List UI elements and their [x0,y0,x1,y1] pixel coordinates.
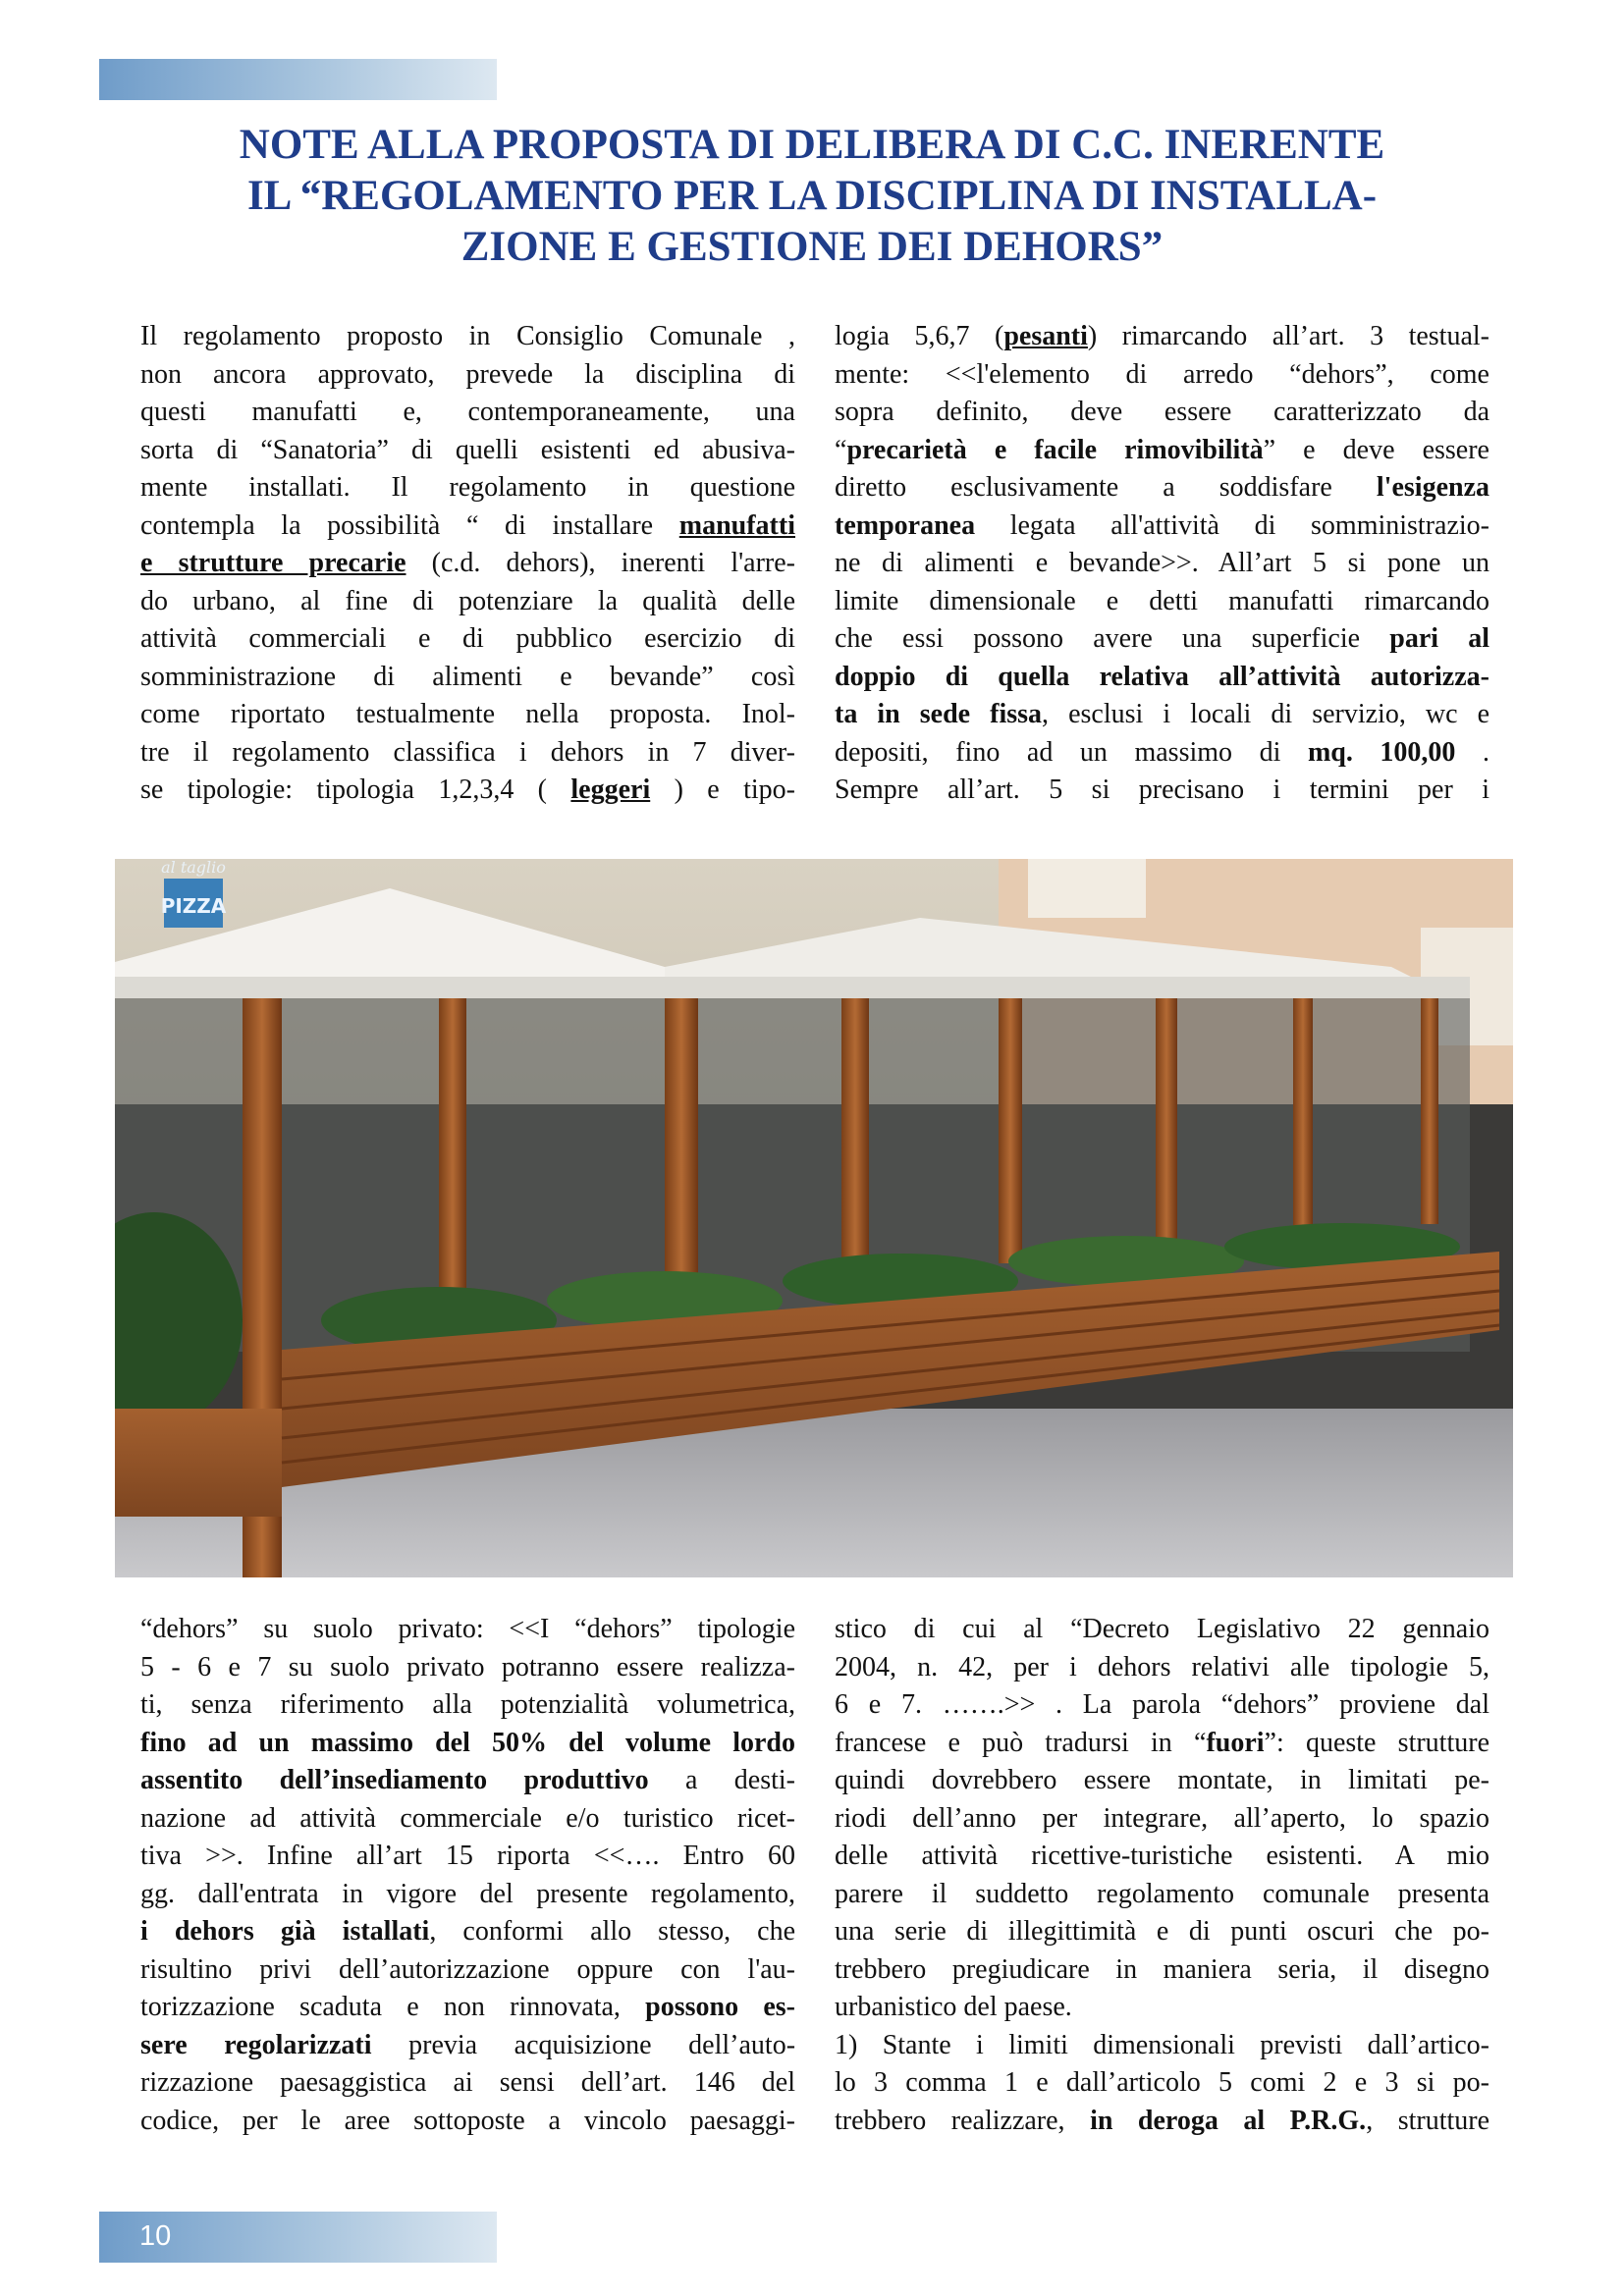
text-line: parere il suddetto regolamento comunale presenta [835,1878,1489,1909]
text-line: sorta di “Sanatoria” di quelli esistenti ed abusiva- [140,434,795,465]
emphasis: manufatti [678,509,795,541]
text-line: tre il regolamento classifica i dehors in 7 diver- [140,736,795,768]
text-line: se tipologie: tipologia 1,2,3,4 ( leggeri ) e tipo- [140,774,795,805]
text-line: mente: <<l'elemento di arredo “dehors”, come [835,358,1489,390]
text-line: contempla la possibilità “ di installare manufatti [140,509,795,541]
wooden-post [1156,998,1177,1244]
emphasis: sere regolarizzati [140,2029,372,2060]
text-line: diretto esclusivamente a soddisfare l'esigenza [835,472,1489,503]
text-line: Sempre all’art. 5 si precisano i termini per i [835,774,1489,805]
title-line-1: NOTE ALLA PROPOSTA DI DELIBERA DI C.C. INERENTE [239,122,1385,168]
text-line: i dehors già istallati, conformi allo stesso, che [140,1916,796,1947]
text-line: una serie di illegittimità e di punti oscuri che po- [835,1916,1489,1947]
emphasis: pari al [1389,623,1490,654]
wooden-post [841,998,869,1293]
text-line: non ancora approvato, prevede la disciplina di [140,358,795,390]
text-line: mente installati. Il regolamento in questione [140,472,796,503]
text-line: somministrazione di alimenti e bevande” così [140,661,795,692]
text-line: 2004, n. 42, per i dehors relativi alle tipologie 5, [835,1651,1489,1682]
text-line: do urbano, al fine di potenziare la qualità delle [140,585,795,616]
text-line: depositi, fino ad un massimo di mq. 100,00 . [835,736,1490,768]
text-column-bottom-right [835,1611,1489,2140]
text-line: ta in sede fissa, esclusi i locali di servizio, wc e [835,699,1489,729]
text-line: 6 e 7. …….>> . La parola “dehors” proviene dal [835,1689,1489,1720]
wooden-post [439,998,466,1303]
title-line-2: IL “REGOLAMENTO PER LA DISCIPLINA DI INSTALLA- [246,173,1378,219]
text-line: delle attività ricettive-turistiche esistenti. A mio [835,1841,1489,1871]
wooden-post [1421,998,1438,1224]
text-line: limite dimensionale e detti manufatti rimarcando [835,585,1489,616]
balcony [1028,859,1146,918]
text-line: tiva >>. Infine all’art 15 riporta <<…. Entro 60 [140,1841,795,1871]
text-line: sopra definito, deve essere caratterizzato da [835,397,1489,427]
emphasis: in deroga al P.R.G. [1090,2105,1367,2136]
text-line: “dehors” su suolo privato: <<I “dehors” tipologie [140,1614,795,1644]
text-line: temporanea legata all'attività di somministrazio- [835,509,1489,541]
canopy-valance [115,977,1470,998]
text-column-bottom-left [140,1611,795,2140]
text-column-top-left [140,318,795,810]
emphasis: leggeri [570,774,651,805]
emphasis: i dehors già istallati [140,1916,430,1947]
text-line: nazione ad attività commerciale e/o turistico ricet- [140,1802,795,1834]
emphasis: pesanti [1003,321,1088,351]
text-line: “precarietà e facile rimovibilità” e deve essere [835,434,1489,465]
emphasis: mq. 100,00 [1307,736,1456,768]
text-line: 1) Stante i limiti dimensionali previsti dall’artico- [835,2029,1489,2060]
emphasis: precarietà e facile rimovibilità [846,434,1264,465]
text-line: ti, senza riferimento alla potenzialità volumetrica, [140,1689,795,1720]
sign-script: al taglio [161,859,226,877]
text-line: francese e può tradursi in “fuori”: queste strutture [835,1727,1489,1758]
emphasis: l'esigenza [1376,472,1489,503]
article-title [118,120,1506,273]
text-column-top-right [835,318,1489,810]
text-line: gg. dall'entrata in vigore del presente regolamento, [140,1878,795,1909]
text-line: stico di cui al “Decreto Legislativo 22 gennaio [835,1614,1489,1644]
text-line: assentito dell’insediamento produttivo a desti- [140,1765,795,1795]
wooden-planter [115,1409,282,1517]
text-line: rizzazione paesaggistica ai sensi dell’art. 146 del [140,2067,795,2098]
text-line: urbanistico del paese. [835,1992,1072,2022]
sign-text: PIZZA [160,894,227,918]
text-line: risultino privi dell’autorizzazione oppure con l'au- [140,1953,795,1985]
text-line: questi manufatti e, contemporaneamente, una [140,397,795,427]
text-line: 5 - 6 e 7 su suolo privato potranno essere realizza- [140,1651,795,1682]
text-line: sere regolarizzati previa acquisizione dell’auto- [140,2029,796,2060]
text-line: quindi dovrebbero essere montate, in limitati pe- [835,1765,1489,1795]
emphasis: assentito dell’insediamento produttivo [140,1765,649,1795]
text-line: e strutture precarie (c.d. dehors), inerenti l'arre- [140,548,795,578]
text-line: trebbero pregiudicare in maniera seria, il disegno [835,1953,1489,1985]
text-line: Il regolamento proposto in Consiglio Comunale , [140,321,795,351]
text-line: lo 3 comma 1 e dall’articolo 5 comi 2 e 3 si po- [835,2067,1489,2098]
text-line: fino ad un massimo del 50% del volume lordo [140,1727,795,1758]
emphasis: ta in sede fissa [835,699,1043,729]
text-line: come riportato testualmente nella proposta. Inol- [140,699,795,729]
text-line: torizzazione scaduta e non rinnovata, possono es- [140,1992,795,2022]
emphasis: temporanea [835,509,976,541]
emphasis: fuori [1206,1727,1265,1758]
emphasis: e strutture precarie [140,548,406,578]
emphasis: possono es- [645,1992,795,2022]
title-line-3: ZIONE E GESTIONE DEI DEHORS” [460,224,1164,270]
text-line: riodi dell’anno per integrare, all’aperto, lo spazio [835,1802,1489,1834]
wooden-post [1293,998,1313,1234]
text-line: logia 5,6,7 (pesanti) rimarcando all’art. 3 testual- [835,321,1489,351]
text-line: che essi possono avere una superficie pari al [835,623,1490,654]
page-number: 10 [139,2220,172,2252]
text-line: trebbero realizzare, in deroga al P.R.G., strutture [835,2105,1490,2136]
header-accent-bar [99,59,497,100]
wooden-post [999,998,1022,1263]
dehors-photo [115,859,1513,1577]
text-line: ne di alimenti e bevande>>. All’art 5 si pone un [835,548,1489,578]
text-line: attività commerciali e di pubblico esercizio di [140,623,795,654]
text-line: doppio di quella relativa all’attività autorizza- [835,661,1489,692]
text-line: codice, per le aree sottoposte a vincolo paesaggi- [140,2105,795,2136]
